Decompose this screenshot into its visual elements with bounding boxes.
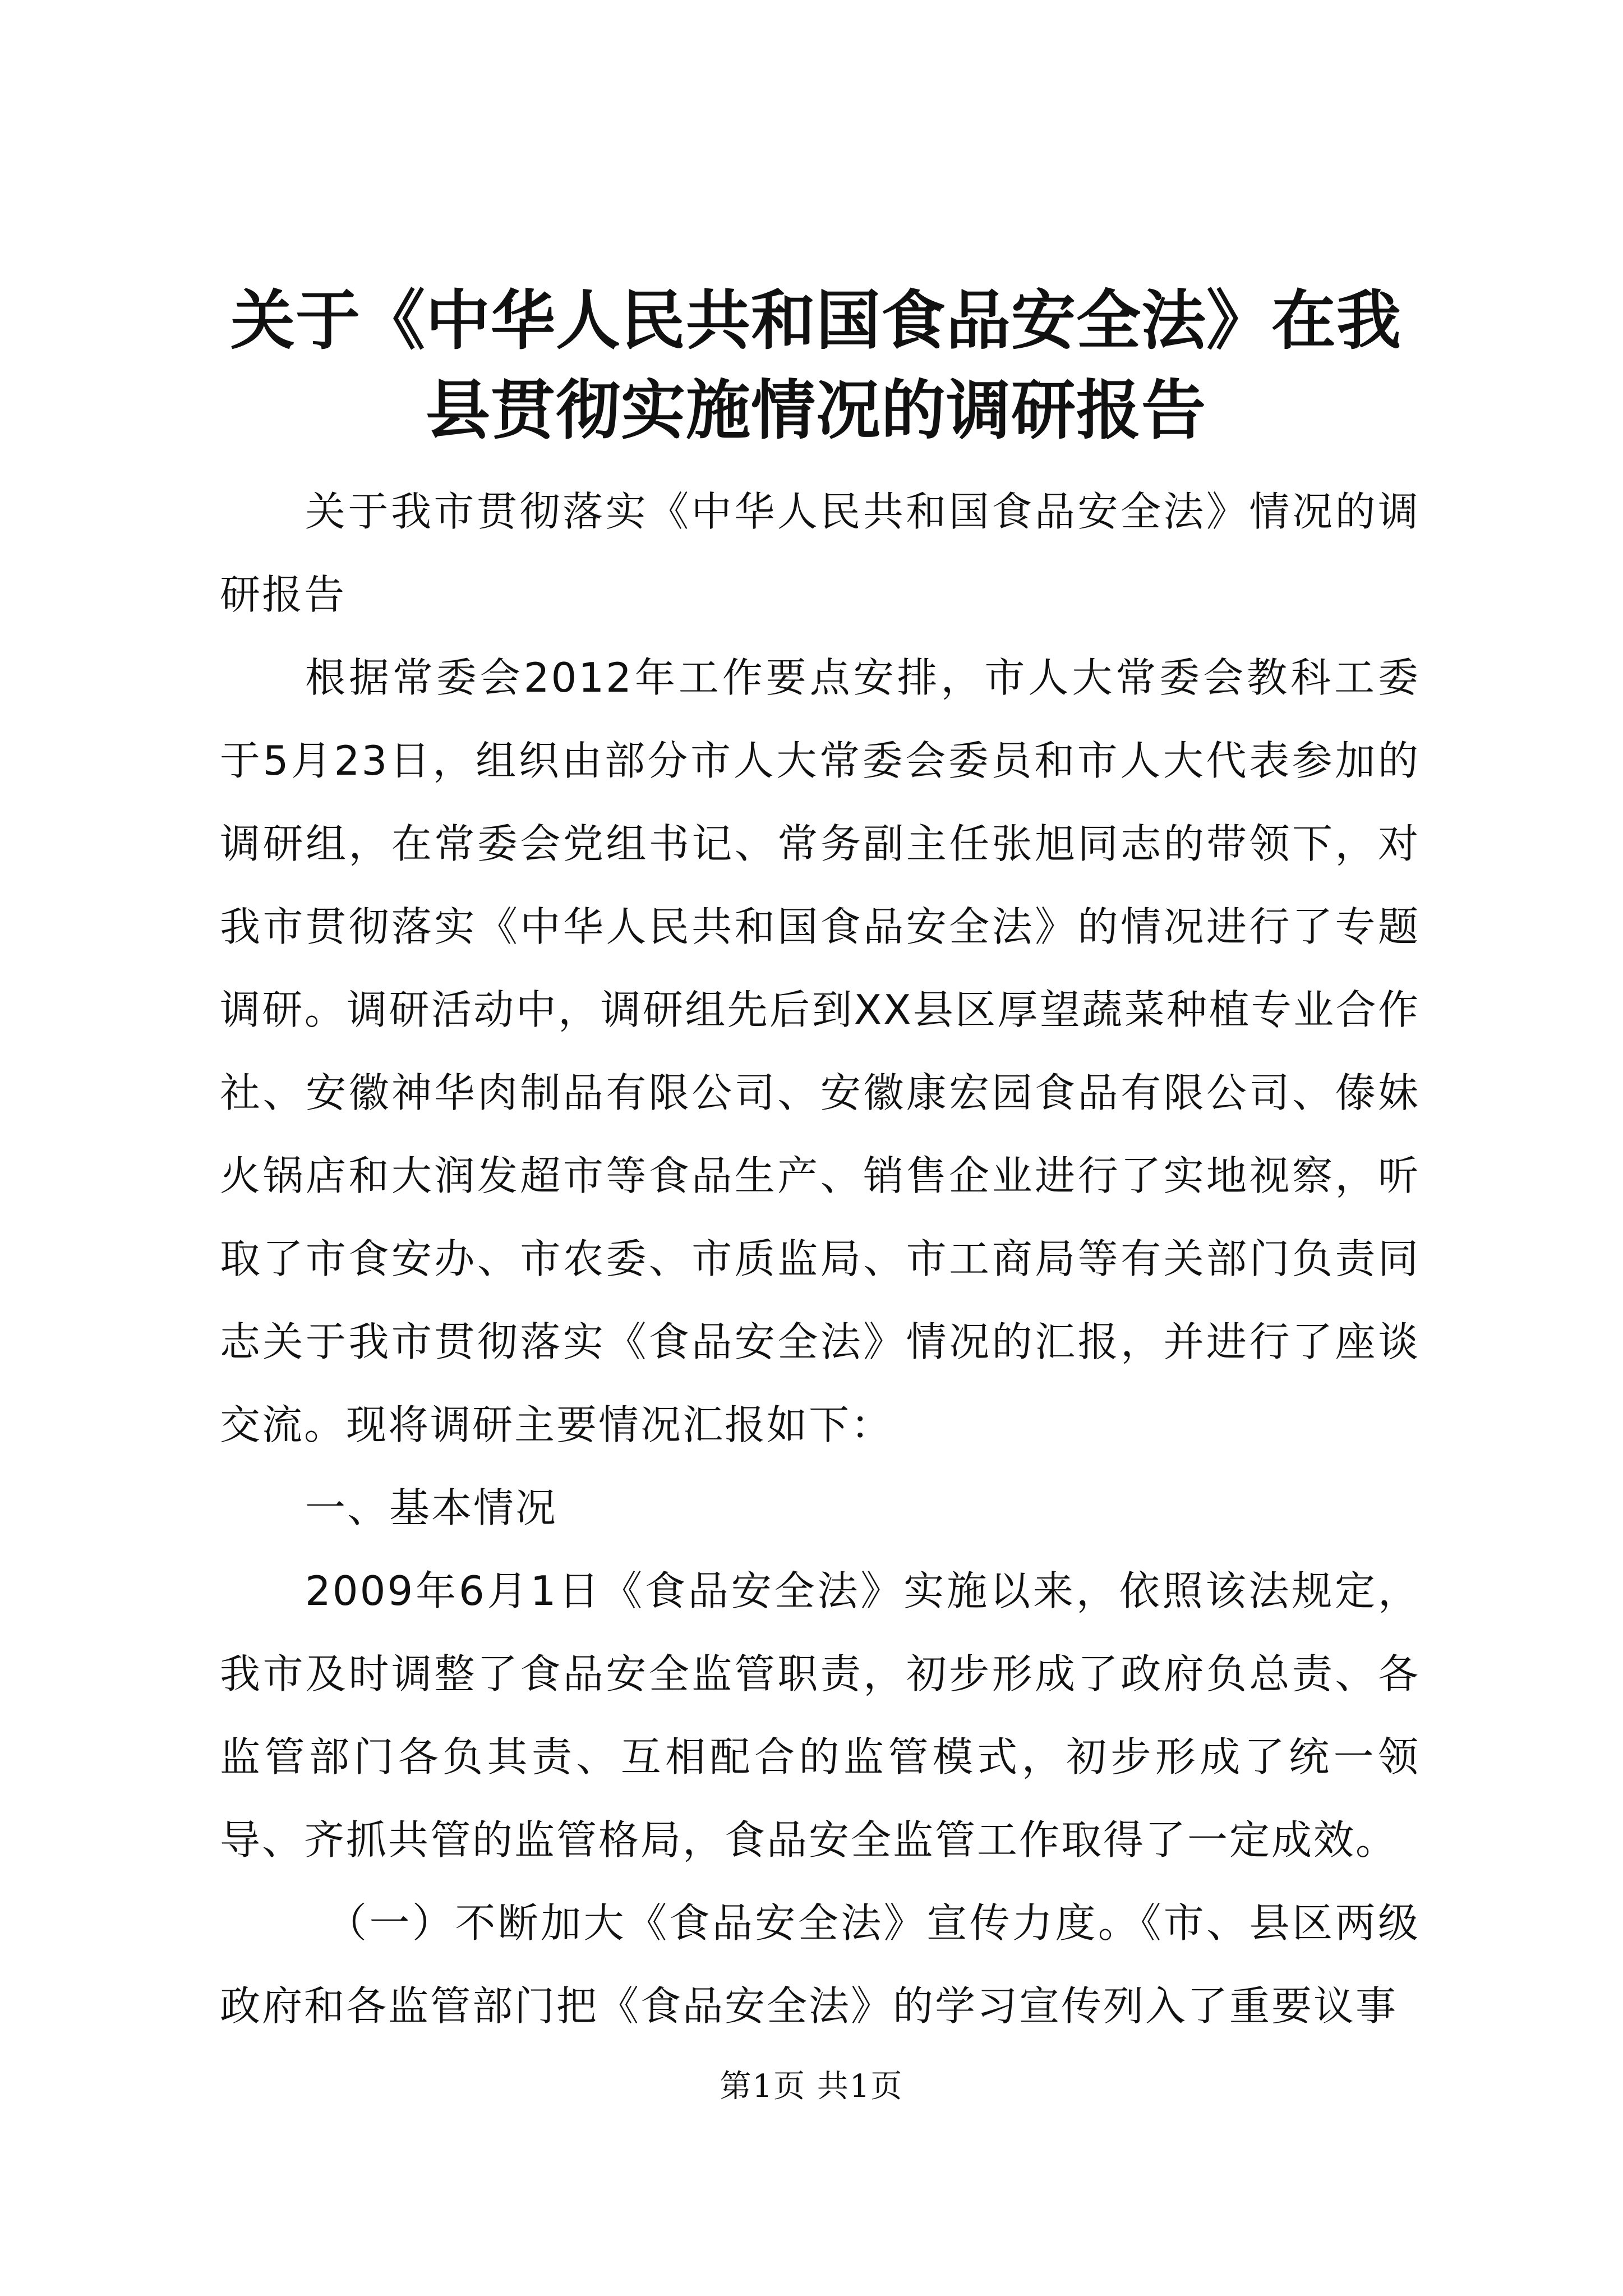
paragraph-basic-situation: 2009年6月1日《食品安全法》实施以来，依照该法规定，我市及时调整了食品安全监管职责，初步形成了政府负总责、各监管部门各负其责、互相配合的监管模式，初步形成了统一领导、齐抓共管的监管格局，食品安全监管工作取得了一定成效。 bbox=[220, 1567, 1420, 1864]
paragraph-publicity: （一）不断加大《食品安全法》宣传力度。《市、县区两级政府和各监管部门把《食品安全法》的学习宣传列入了重要议事 bbox=[220, 1899, 1420, 2030]
page-footer: 第1页 共1页 bbox=[720, 2068, 903, 2105]
paragraph-intro: 根据常委会2012年工作要点安排，市人大常委会教科工委于5月23日，组织由部分市人大常委会委员和市人大代表参加的调研组，在常委会党组书记、常务副主任张旭同志的带领下，对我市贯彻落实《中华人民共和国食品安全法》的情况进行了专题调研。调研活动中，调研组先后到XX县区厚望蔬菜种植专业合作社、安徽神华肉制品有限公司、安徽康宏园食品有限公司、傣妹火锅店和大润发超市等食品生产、销售企业进行了实地视察，听取了市食安办、市农委、市质监局、市工商局等有关部门负责同志关于我市贯彻落实《食品安全法》情况的汇报，并进行了座谈交流。现将调研主要情况汇报如下： bbox=[220, 654, 1420, 1448]
section-heading-basic-situation: 一、基本情况 bbox=[305, 1484, 558, 1531]
document-body bbox=[220, 470, 1420, 2047]
paragraph-subtitle: 关于我市贯彻落实《中华人民共和国食品安全法》情况的调研报告 bbox=[220, 488, 1420, 618]
document-title: 关于《中华人民共和国食品安全法》在我县贯彻实施情况的调研报告 bbox=[230, 283, 1401, 448]
